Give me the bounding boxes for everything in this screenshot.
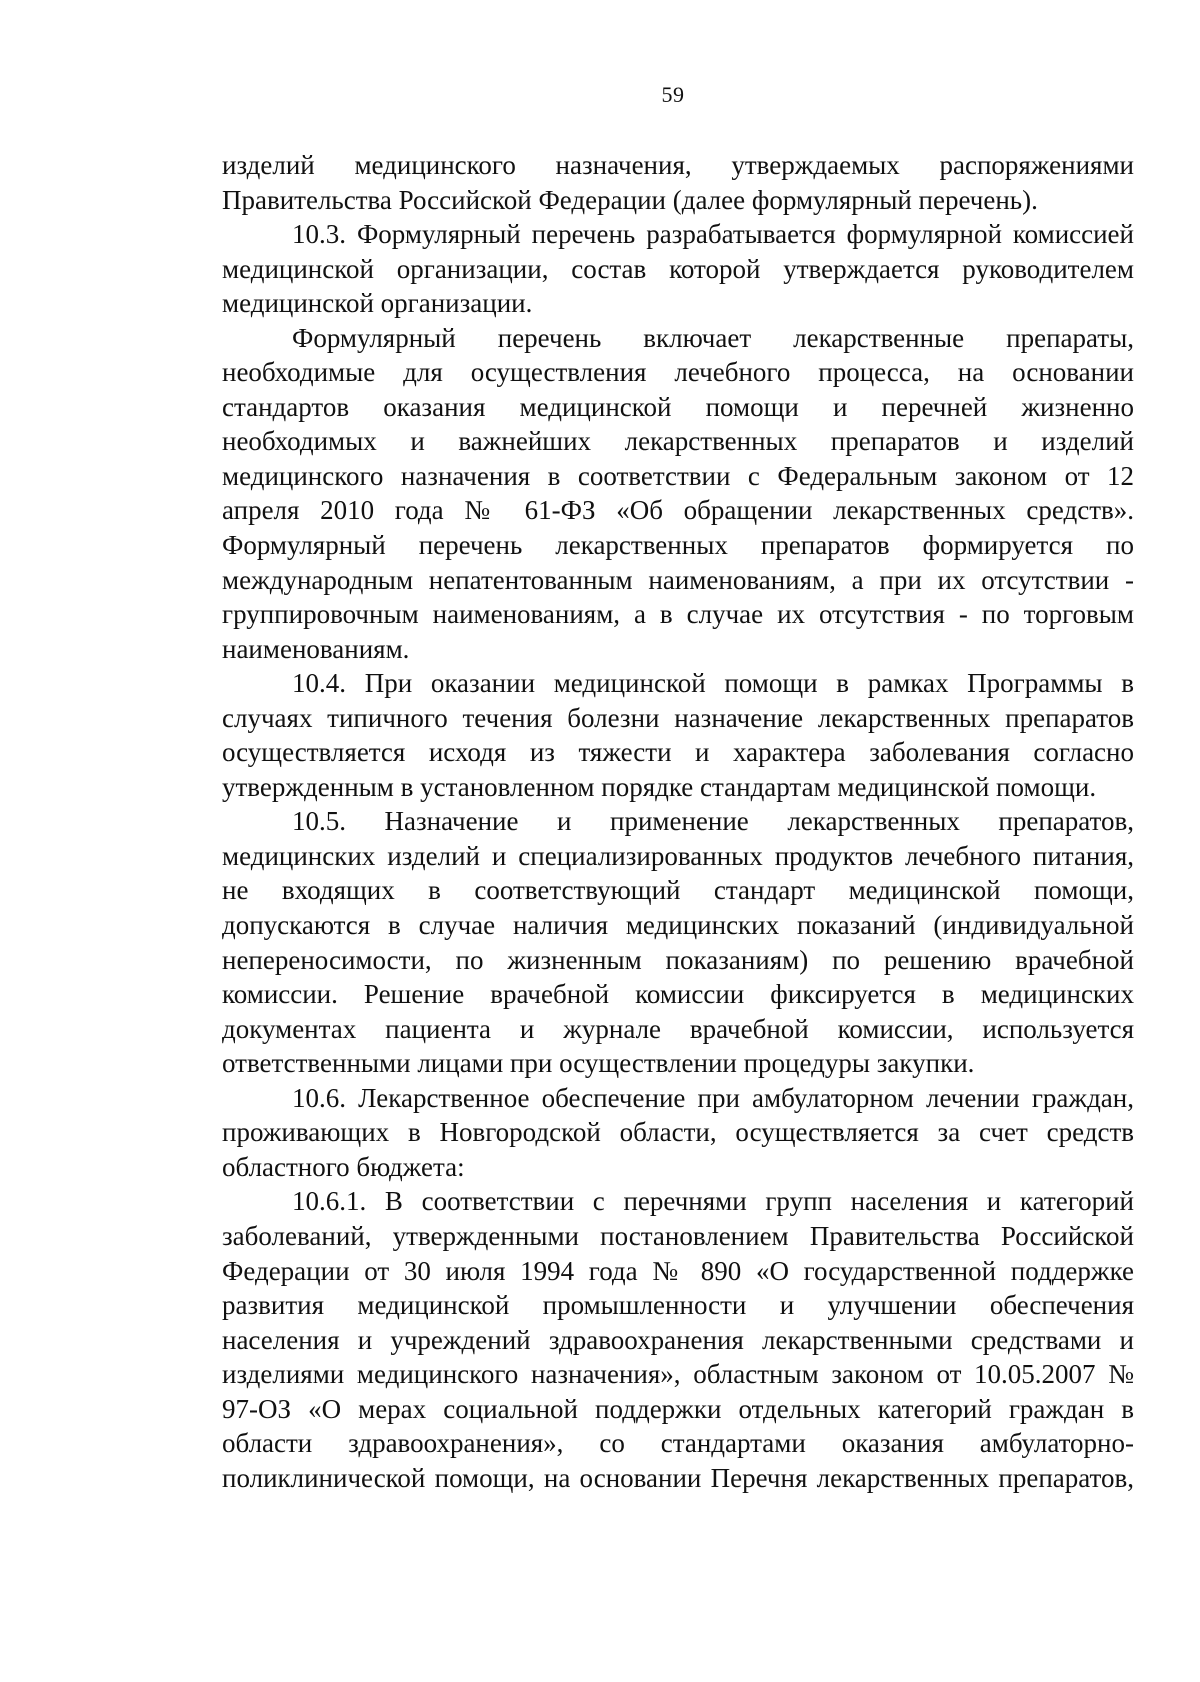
paragraph <box>222 666 1134 804</box>
text-line: населения и учреждений здравоохранения лекарственными средствами и <box>222 1324 1134 1355</box>
text-line: заболеваний, утвержденными постановлением Правительства Российской <box>222 1220 1134 1251</box>
text-line: утвержденным в установленном порядке стандартам медицинской помощи. <box>222 771 1097 802</box>
text-line: допускаются в случае наличия медицинских показаний (индивидуальной <box>222 910 1134 941</box>
text-line: необходимых и важнейших лекарственных препаратов и изделий <box>222 426 1134 457</box>
paragraph <box>222 1081 1134 1185</box>
text-line: Формулярный перечень лекарственных препаратов формируется по <box>222 530 1134 561</box>
text-line: изделий медицинского назначения, утверждаемых распоряжениями <box>222 150 1134 180</box>
text-line: поликлинической помощи, на основании Перечня лекарственных препаратов, <box>222 1462 1134 1493</box>
page-number: 59 <box>661 82 685 107</box>
text-line: апреля 2010 года № 61-ФЗ «Об обращении лекарственных средств». <box>222 495 1134 526</box>
paragraph <box>222 1184 1134 1495</box>
document-body <box>222 148 1134 1495</box>
paragraph <box>222 321 1134 666</box>
text-line: 10.4. При оказании медицинской помощи в рамках Программы в <box>292 668 1134 699</box>
text-line: 97-ОЗ «О мерах социальной поддержки отдельных категорий граждан в <box>222 1393 1134 1424</box>
text-line: медицинской организации, состав которой утверждается руководителем <box>222 253 1134 284</box>
text-line: медицинских изделий и специализированных продуктов лечебного питания, <box>222 840 1134 871</box>
text-line: медицинского назначения в соответствии с Федеральным законом от 12 <box>222 460 1134 491</box>
text-line: областного бюджета: <box>222 1151 465 1182</box>
text-line: 10.5. Назначение и применение лекарственных препаратов, <box>292 806 1134 837</box>
text-line: 10.6. Лекарственное обеспечение при амбулаторном лечении граждан, <box>292 1082 1134 1113</box>
text-line: непереносимости, по жизненным показаниям) по решению врачебной <box>222 944 1134 975</box>
text-line: изделиями медицинского назначения», областным законом от 10.05.2007 № <box>222 1359 1134 1390</box>
text-line: наименованиям. <box>222 633 410 664</box>
paragraph <box>222 148 1134 217</box>
text-line: 10.6.1. В соответствии с перечнями групп населения и категорий <box>292 1186 1134 1217</box>
text-line: необходимые для осуществления лечебного процесса, на основании <box>222 357 1134 388</box>
text-line: ответственными лицами при осуществлении процедуры закупки. <box>222 1048 975 1079</box>
text-line: Формулярный перечень включает лекарственные препараты, <box>292 322 1134 353</box>
text-line: международным непатентованным наименованиям, а при их отсутствии - <box>222 564 1134 595</box>
text-line: 10.3. Формулярный перечень разрабатывается формулярной комиссией <box>292 219 1134 250</box>
text-line: осуществляется исходя из тяжести и характера заболевания согласно <box>222 737 1134 768</box>
text-line: Правительства Российской Федерации (далее формулярный перечень). <box>222 184 1038 215</box>
paragraph <box>222 217 1134 321</box>
text-line: медицинской организации. <box>222 288 533 319</box>
text-line: Федерации от 30 июля 1994 года № 890 «О государственной поддержке <box>222 1255 1134 1286</box>
text-line: развития медицинской промышленности и улучшении обеспечения <box>222 1290 1134 1321</box>
paragraph <box>222 804 1134 1080</box>
text-line: случаях типичного течения болезни назначение лекарственных препаратов <box>222 702 1134 733</box>
text-line: документах пациента и журнале врачебной комиссии, используется <box>222 1013 1134 1044</box>
text-line: стандартов оказания медицинской помощи и перечней жизненно <box>222 391 1134 422</box>
text-line: комиссии. Решение врачебной комиссии фиксируется в медицинских <box>222 979 1134 1010</box>
text-line: области здравоохранения», со стандартами оказания амбулаторно- <box>222 1428 1134 1459</box>
text-line: группировочным наименованиям, а в случае их отсутствия - по торговым <box>222 599 1134 630</box>
text-line: проживающих в Новгородской области, осуществляется за счет средств <box>222 1117 1134 1148</box>
text-line: не входящих в соответствующий стандарт медицинской помощи, <box>222 875 1134 906</box>
